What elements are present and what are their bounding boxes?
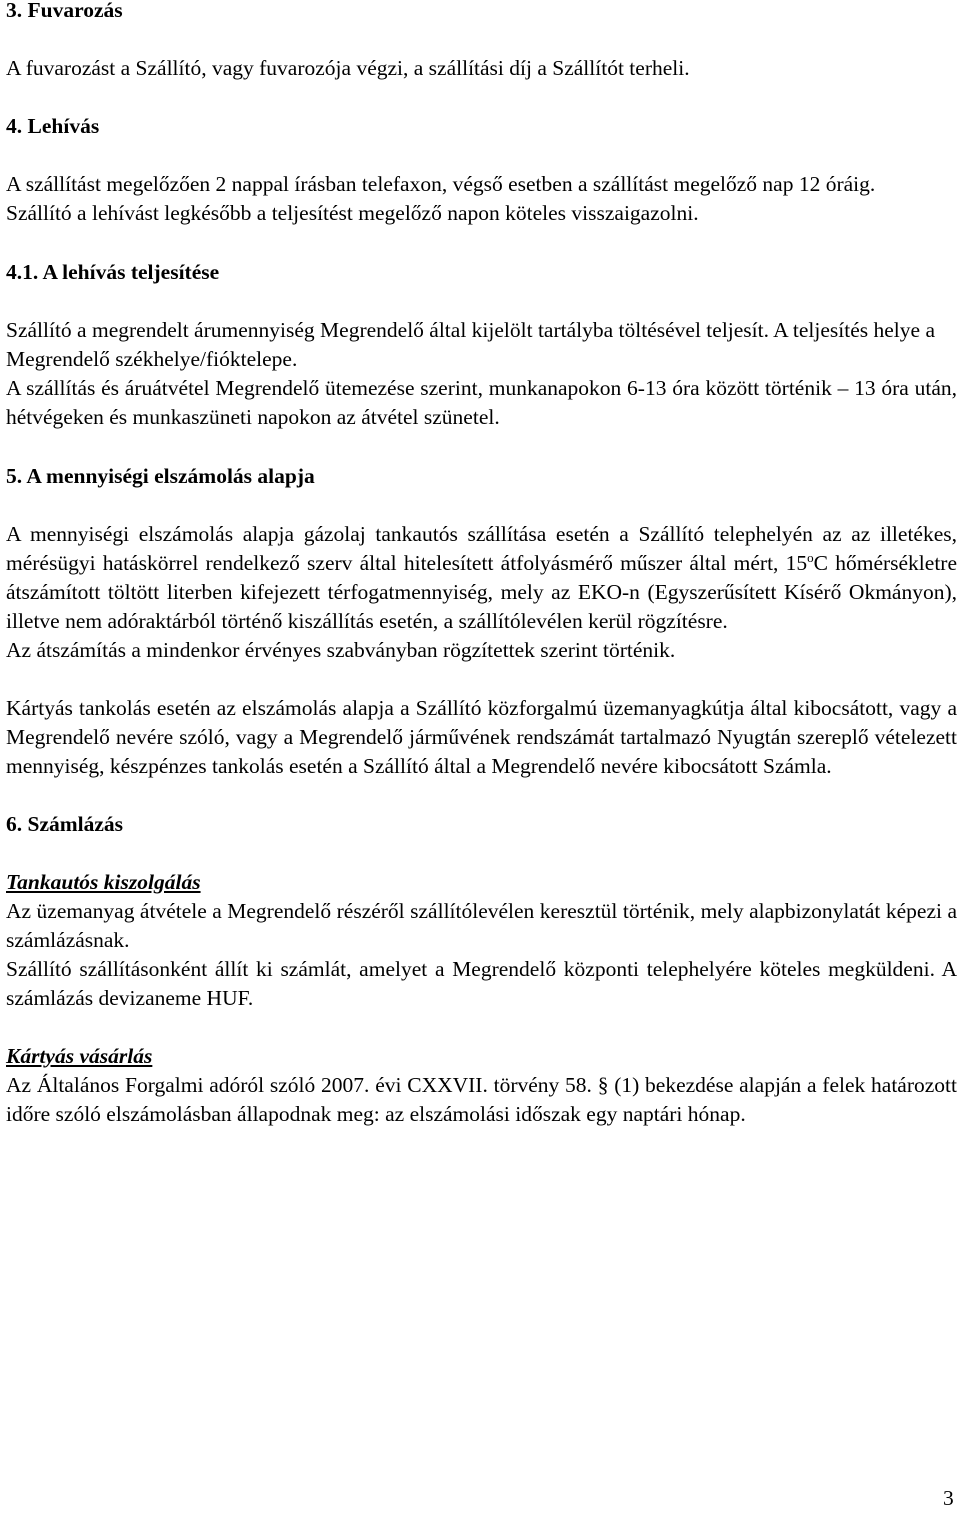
section-4-text-2: Szállító a lehívást legkésőbb a teljesítést megelőző napon köteles visszaigazolni. xyxy=(6,201,699,225)
section-5-text-3: Kártyás tankolás esetén az elszámolás alapja a Szállító közforgalmú üzemanyagkútja által kibocsátott, vagy a Megrendelő nevére szóló, vagy a Megrendelő járművének rendszámát tartalmazó Nyugtán szereplő vételezett mennyiség, készpénzes tankolás esetén a Szállító által a Megrendelő nevére kibocsátott Számla. xyxy=(6,696,957,778)
kartyas-text-1: Az Általános Forgalmi adóról szóló 2007. évi CXXVII. törvény 58. § (1) bekezdése alapján a felek határozott időre szóló elszámolásban állapodnak meg: az elszámolási időszak egy naptári hónap. xyxy=(6,1073,957,1126)
degree-superscript: o xyxy=(807,550,814,565)
page-number: 3 xyxy=(943,1486,954,1510)
document-page xyxy=(6,0,957,1129)
section-4-1-text-2: A szállítás és áruátvétel Megrendelő ütemezése szerint, munkanapokon 6-13 óra között történik – 13 óra után, hétvégeken és munkaszüneti napokon az átvétel szünetel. xyxy=(6,376,957,429)
subheading-kartyas: Kártyás vásárlás xyxy=(6,1044,153,1068)
section-4-heading: 4. Lehívás xyxy=(6,114,100,138)
section-4-1-text-1: Szállító a megrendelt árumennyiség Megrendelő által kijelölt tartályba töltésével teljesít. A teljesítés helye a Megrendelő székhelye/fióktelepe. xyxy=(6,318,935,371)
subheading-tankautos: Tankautós kiszolgálás xyxy=(6,870,201,894)
section-5-heading: 5. A mennyiségi elszámolás alapja xyxy=(6,464,315,488)
section-5-text-1a: A mennyiségi elszámolás alapja gázolaj tankautós szállítása esetén a Szállító telephelyén az az illetékes, mérésügyi hatáskörrel rendelkező szerv által hitelesített átfolyásmérő műszer által mért, 15 xyxy=(6,522,957,575)
section-4-1-heading: 4.1. A lehívás teljesítése xyxy=(6,260,220,284)
section-4-text-1: A szállítást megelőzően 2 nappal írásban telefaxon, végső esetben a szállítást megelőző nap 12 óráig. xyxy=(6,172,876,196)
section-5-text-1 xyxy=(6,520,957,636)
tankautos-text-1: Az üzemanyag átvétele a Megrendelő részéről szállítólevélen keresztül történik, mely alapbizonylatát képezi a számlázásnak. xyxy=(6,899,957,952)
section-6-heading: 6. Számlázás xyxy=(6,812,124,836)
tankautos-text-2: Szállító szállításonként állít ki számlát, amelyet a Megrendelő központi telephelyére köteles megküldeni. A számlázás devizaneme HUF. xyxy=(6,957,957,1010)
section-3-heading: 3. Fuvarozás xyxy=(6,0,123,22)
section-5-text-1b: C hőmérsékletre átszámított töltött literben kifejezett térfogatmennyiség, mely az EKO-n (Egyszerűsített Kísérő Okmányon), illetve nem adóraktárból történő kiszállítás esetén, a szállítólevélen kerül rögzítésre. xyxy=(6,551,957,633)
section-5-text-2: Az átszámítás a mindenkor érvényes szabványban rögzítettek szerint történik. xyxy=(6,638,676,662)
section-3-text: A fuvarozást a Szállító, vagy fuvarozója végzi, a szállítási díj a Szállítót terheli. xyxy=(6,56,690,80)
